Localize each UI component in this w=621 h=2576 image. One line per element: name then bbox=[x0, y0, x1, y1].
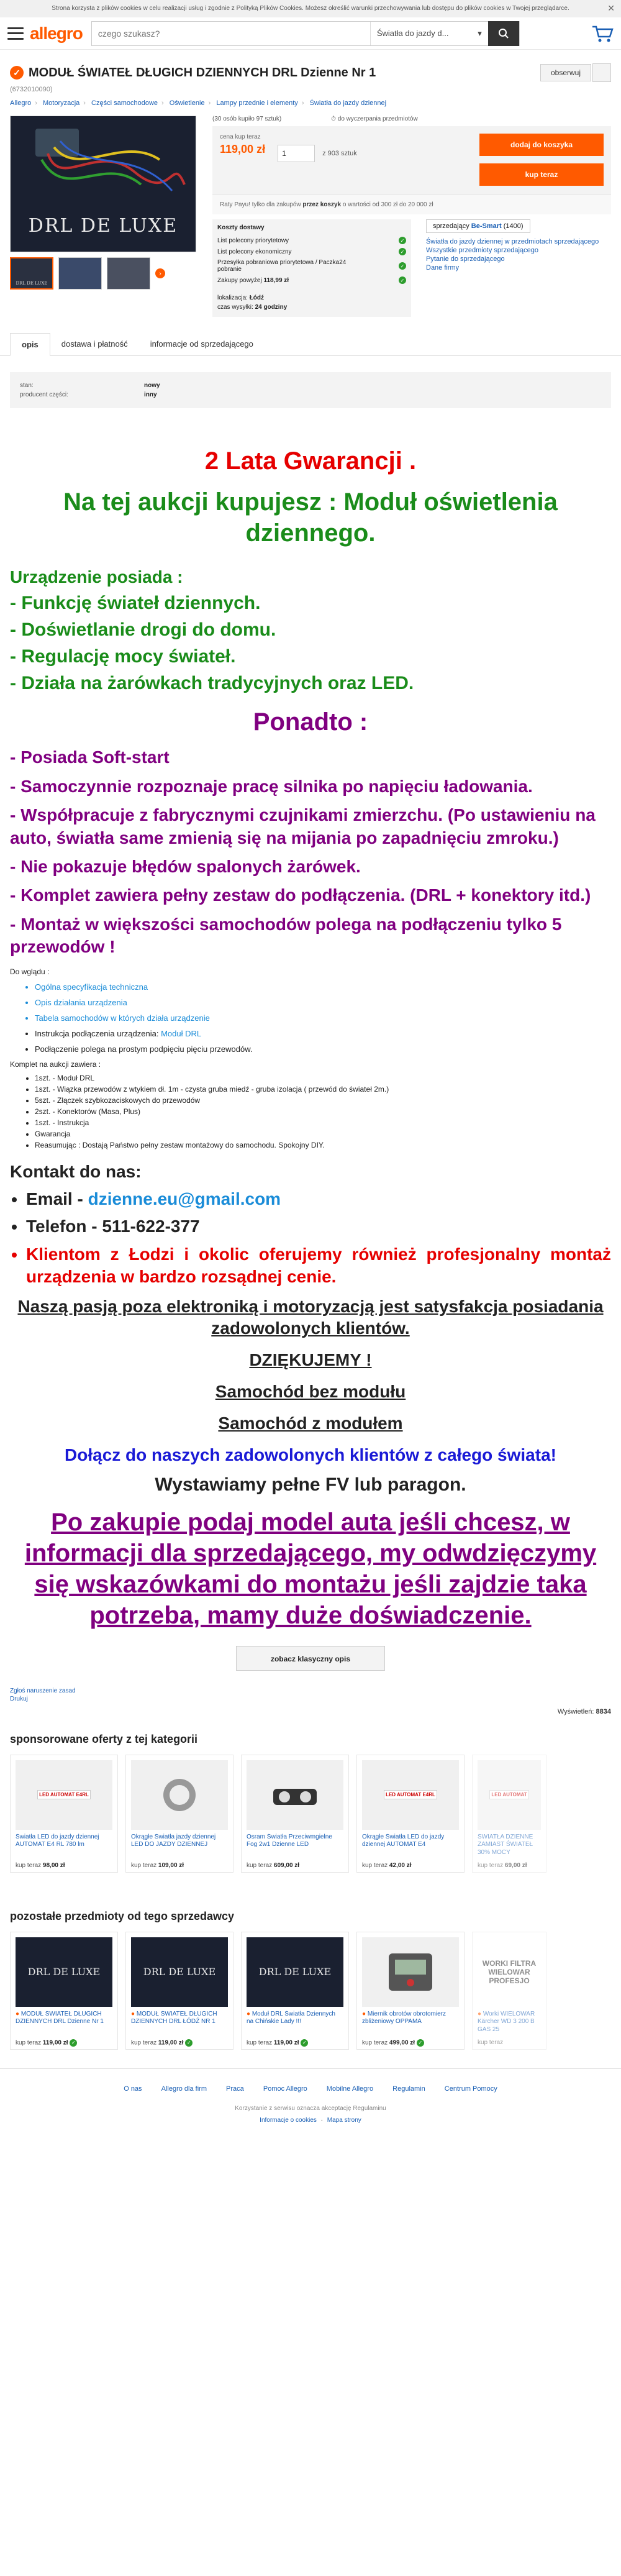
seller-link[interactable]: Dane firmy bbox=[426, 264, 460, 272]
offer-price-value: 109,00 zł bbox=[158, 1861, 184, 1869]
observe-dropdown-button[interactable] bbox=[592, 63, 611, 82]
check-icon: ✓ bbox=[399, 248, 406, 255]
thumbnail[interactable] bbox=[10, 257, 53, 290]
payu-note-prefix: Raty Payu! tylko dla zakupów bbox=[220, 201, 301, 208]
footer-link[interactable]: Regulamin bbox=[392, 2085, 425, 2093]
offer-card[interactable] bbox=[10, 1755, 118, 1873]
offer-image-tag: DRL DE LUXE bbox=[258, 1966, 332, 1978]
close-icon[interactable]: ✕ bbox=[607, 3, 615, 13]
param-key: producent części: bbox=[20, 391, 68, 398]
param-row bbox=[20, 390, 601, 400]
footer-link[interactable]: Informacje o cookies bbox=[260, 2116, 317, 2124]
contact-list bbox=[10, 1188, 611, 1289]
spec-link[interactable]: Ogólna specyfikacja techniczna bbox=[35, 982, 148, 992]
verified-icon: ● bbox=[362, 2010, 366, 2017]
footer-link[interactable]: Mobilne Allegro bbox=[326, 2085, 374, 2093]
payu-note bbox=[212, 194, 611, 214]
drl-module-link[interactable]: Moduł DRL bbox=[161, 1028, 202, 1038]
offer-name-text: MODUŁ ŚWIATEŁ DŁUGICH DZIENNYCH DRL ŁÓDŹ NR 1 bbox=[131, 2010, 217, 2026]
verified-icon: ✓ bbox=[10, 66, 24, 80]
cookie-text: Strona korzysta z plików cookies w celu realizacji usług i zgodnie z Polityką Plików Cookies. Możesz określić warunki przechowywania lub dostępu do plików cookies w Twojej przeglądarce. bbox=[52, 5, 569, 12]
offer-image bbox=[16, 1760, 112, 1830]
offer-price-value: 119,00 zł bbox=[158, 2039, 184, 2047]
search-input[interactable] bbox=[92, 22, 370, 45]
offer-image bbox=[131, 1760, 228, 1830]
shipping-option bbox=[217, 257, 406, 275]
without-module-text: Samochód bez modułu bbox=[215, 1382, 406, 1402]
offer-name[interactable]: Okrągłe Światła jazdy dziennej LED DO JAZDY DZIENNEJ bbox=[131, 1833, 216, 1848]
email-link[interactable]: dzienne.eu@gmail.com bbox=[88, 1189, 281, 1208]
quantity-available: z 903 sztuk bbox=[322, 150, 357, 157]
offer-card[interactable] bbox=[356, 1932, 465, 2050]
shipping-box bbox=[212, 219, 411, 317]
after-purchase-text: Po zakupie podaj model auta jeśli chcesz, w informacji dla sprzedającego, my odwdzięczymy się wskazówkami do montażu jeśli zajdzie taka potrzeba, mamy duże doświadczenie. bbox=[24, 1508, 597, 1629]
check-icon: ✓ bbox=[399, 237, 406, 244]
main-image[interactable] bbox=[10, 116, 196, 252]
shipping-head: Koszty dostawy bbox=[217, 224, 265, 231]
moreover-item: - Montaż w większości samochodów polega na podłączeniu tylko 5 przewodów ! bbox=[10, 914, 562, 957]
offer-price bbox=[16, 2039, 112, 2047]
check-icon: ✓ bbox=[301, 2039, 308, 2047]
verified-icon: ● bbox=[16, 2010, 20, 2017]
footer-link[interactable]: Centrum Pomocy bbox=[444, 2085, 497, 2093]
offer-image bbox=[478, 1937, 541, 2007]
offer-name[interactable]: Osram Światła Przeciwmgielne Fog 2w1 Dzienne LED bbox=[247, 1833, 332, 1848]
print-link[interactable]: Drukuj bbox=[10, 1695, 28, 1702]
price-panel bbox=[212, 126, 611, 194]
header bbox=[0, 17, 621, 50]
offer-price bbox=[247, 1862, 343, 1869]
offer-image bbox=[362, 1937, 459, 2007]
shipping-total-value: 118,99 zł bbox=[263, 276, 289, 284]
views-counter bbox=[0, 1703, 621, 1720]
auction-heading: Na tej aukcji kupujesz : Moduł oświetlenia dziennego. bbox=[63, 488, 558, 547]
offer-price-label: kup teraz bbox=[16, 2039, 42, 2047]
offer-card[interactable] bbox=[125, 1932, 233, 2050]
warranty-heading: 2 Lata Gwarancji . bbox=[204, 447, 417, 475]
sold-row bbox=[212, 116, 611, 126]
report-link[interactable]: Zgłoś naruszenie zasad bbox=[10, 1687, 76, 1694]
moreover-item: - Nie pokazuje błędów spalonych żarówek. bbox=[10, 856, 361, 876]
cookie-bar bbox=[0, 0, 621, 17]
location-info bbox=[217, 293, 406, 312]
breadcrumb: Allegro › Motoryzacja › Części samochodowe › Oświetlenie › Lampy przednie i elementy › Światła do jazdy dziennej bbox=[10, 99, 387, 107]
breadcrumb-item[interactable]: Allegro bbox=[10, 99, 32, 107]
offer-card[interactable] bbox=[241, 1755, 349, 1873]
offer-name[interactable]: Światła LED do jazdy dziennej AUTOMAT E4 RL 780 lm bbox=[16, 1833, 99, 1848]
shipping-option-label: List polecony priorytetowy bbox=[217, 237, 289, 244]
shipping-total-label: Zakupy powyżej bbox=[217, 276, 262, 284]
join-text: Dołącz do naszych zadowolonych klientów z całego świata! bbox=[65, 1445, 556, 1465]
offer-price bbox=[247, 2039, 343, 2047]
gallery bbox=[10, 116, 209, 317]
tab-bar bbox=[0, 317, 621, 356]
offer-price bbox=[362, 2039, 459, 2047]
thumbnail-caption: DRL DE LUXE bbox=[16, 281, 48, 286]
param-value: inny bbox=[144, 391, 157, 398]
payu-note-suffix: o wartości od 300 zł do 20 000 zł bbox=[342, 201, 433, 208]
thanks-text: DZIĘKUJEMY ! bbox=[249, 1350, 372, 1370]
device-heading: Urządzenie posiada : bbox=[10, 567, 183, 587]
instruction-text: Instrukcja podłączenia urządzenia: bbox=[35, 1028, 159, 1038]
offer-name-text: Moduł DRL Światła Dziennych na Chińskie Lady !!! bbox=[247, 2010, 335, 2026]
shipping-option-label: Przesyłka pobraniowa priorytetowa / Paczka24 pobranie bbox=[217, 259, 347, 273]
views-label: Wyświetleń: bbox=[557, 1707, 594, 1715]
check-icon: ✓ bbox=[70, 2039, 77, 2047]
view-links bbox=[10, 982, 611, 1054]
offer-price-label: kup teraz bbox=[247, 2039, 273, 2047]
offer-price-value: 42,00 zł bbox=[389, 1861, 412, 1869]
offer-image bbox=[131, 1937, 228, 2007]
offer-image-tag: LED AUTOMAT E4RL bbox=[37, 1790, 91, 1799]
offer-price-label: kup teraz bbox=[362, 2039, 388, 2047]
seller-label: sprzedający bbox=[433, 222, 469, 230]
device-item: - Doświetlanie drogi do domu. bbox=[10, 619, 276, 641]
param-row bbox=[20, 381, 601, 390]
other-items-title: pozostałe przedmioty od tego sprzedawcy bbox=[10, 1909, 235, 1922]
invoice-text: Wystawiamy pełne FV lub paragon. bbox=[155, 1474, 466, 1496]
check-icon: ✓ bbox=[185, 2039, 193, 2047]
menu-icon[interactable] bbox=[7, 27, 24, 40]
seller-badge[interactable] bbox=[426, 219, 530, 233]
next-arrow-icon[interactable]: › bbox=[155, 268, 165, 278]
moreover-item: - Komplet zawiera pełny zestaw do podłączenia. (DRL + konektory itd.) bbox=[10, 885, 591, 905]
offer-image bbox=[478, 1760, 541, 1830]
tab-delivery[interactable]: dostawa i płatność bbox=[61, 339, 128, 349]
thumbnails bbox=[10, 257, 209, 290]
seller-link[interactable]: Wszystkie przedmioty sprzedającego bbox=[426, 247, 538, 254]
main-image-caption: DRL DE LUXE bbox=[28, 215, 178, 237]
with-module-text: Samochód z modułem bbox=[218, 1414, 403, 1433]
check-icon: ✓ bbox=[399, 262, 406, 270]
footer-links bbox=[10, 2085, 611, 2093]
price: 119,00 zł bbox=[220, 143, 266, 155]
price-label: cena kup teraz bbox=[220, 134, 261, 140]
offer-name[interactable]: Okrągłe Światła LED do jazdy dziennej AUTOMAT E4 bbox=[362, 1833, 445, 1848]
check-icon: ✓ bbox=[417, 2039, 424, 2047]
email-label: Email - bbox=[26, 1189, 83, 1208]
offer-card[interactable] bbox=[10, 1932, 118, 2050]
offer-image-tag: LED AUTOMAT E4RL bbox=[384, 1790, 437, 1799]
sponsored-carousel bbox=[0, 1755, 621, 1873]
thumbnail[interactable] bbox=[107, 257, 150, 290]
set-item: • 1szt. - Moduł DRL bbox=[35, 1072, 611, 1084]
description bbox=[0, 445, 621, 1671]
contact-heading: Kontakt do nas: bbox=[10, 1161, 142, 1181]
search-icon bbox=[498, 28, 509, 39]
offer-name[interactable] bbox=[131, 2011, 228, 2035]
breadcrumb-item[interactable]: Lampy przednie i elementy bbox=[216, 99, 298, 107]
observe-button[interactable]: obserwuj bbox=[540, 64, 591, 81]
category-select-value: Światła do jazdy d... bbox=[376, 29, 449, 38]
logo[interactable]: allegro bbox=[30, 23, 83, 43]
breadcrumb-item[interactable]: Oświetlenie bbox=[169, 99, 205, 107]
offer-price bbox=[478, 1862, 541, 1869]
stock-warning bbox=[331, 116, 418, 122]
passion-text: Naszą pasją poza elektroniką i motoryzacją jest satysfakcja posiadania zadowolonych klientów. bbox=[17, 1297, 604, 1338]
offer-price-label: kup teraz bbox=[478, 1861, 504, 1869]
sold-count: (30 osób kupiło 97 sztuk) bbox=[212, 116, 282, 122]
offer-image-tag: DRL DE LUXE bbox=[143, 1966, 216, 1978]
payu-note-bold: przez koszyk bbox=[302, 201, 342, 208]
offer-price-label: kup teraz bbox=[131, 1861, 157, 1869]
search-button[interactable] bbox=[488, 21, 519, 46]
offer-name[interactable] bbox=[478, 2011, 541, 2035]
search-bar bbox=[91, 21, 520, 46]
params-box bbox=[10, 372, 611, 408]
offer-price-label: kup teraz bbox=[131, 2039, 157, 2047]
footer-link[interactable]: O nas bbox=[124, 2085, 142, 2093]
footer-link[interactable]: Praca bbox=[226, 2085, 244, 2093]
seller-link[interactable]: Światła do jazdy dziennej w przedmiotach sprzedającego bbox=[426, 238, 599, 245]
offer-price bbox=[131, 1862, 228, 1869]
sponsored-title: sponsorowane oferty z tej kategorii bbox=[10, 1732, 198, 1745]
location-value: Łódź bbox=[249, 295, 265, 301]
classic-description-button[interactable]: zobacz klasyczny opis bbox=[236, 1646, 385, 1671]
thumbnail[interactable] bbox=[58, 257, 102, 290]
offer-card[interactable] bbox=[472, 1932, 546, 2050]
verified-icon: ● bbox=[131, 2010, 135, 2017]
offer-name-text: Worki WIELOWAR Kärcher WD 3 200 B GAS 25 bbox=[478, 2010, 535, 2033]
footer-link[interactable]: Allegro dla firm bbox=[161, 2085, 207, 2093]
offer-card[interactable] bbox=[125, 1755, 233, 1873]
buy-box bbox=[212, 116, 611, 317]
set-heading: Komplet na aukcji zawiera : bbox=[10, 1059, 101, 1069]
param-value: nowy bbox=[144, 382, 160, 389]
offer-price-value: 119,00 zł bbox=[42, 2039, 68, 2047]
moreover-item: - Posiada Soft-start bbox=[10, 747, 170, 767]
connect-note: • Podłączenie polega na prostym podpięciu pięciu przewodów. bbox=[35, 1044, 611, 1054]
offer-price bbox=[131, 2039, 228, 2047]
operation-link[interactable]: Opis działania urządzenia bbox=[35, 997, 127, 1007]
device-item: - Działa na żarówkach tradycyjnych oraz LED. bbox=[10, 673, 414, 694]
offer-price-label: kup teraz bbox=[16, 1861, 42, 1869]
offer-image bbox=[16, 1937, 112, 2007]
chevron-down-icon: ▾ bbox=[478, 28, 482, 38]
footer bbox=[0, 2068, 621, 2140]
footer-link[interactable]: Mapa strony bbox=[327, 2116, 361, 2124]
param-key: stan: bbox=[20, 382, 34, 389]
device-item: - Regulację mocy świateł. bbox=[10, 646, 236, 667]
offer-price-label: kup teraz bbox=[478, 2039, 504, 2046]
views-value: 8834 bbox=[596, 1707, 611, 1715]
set-item: • 1szt. - Instrukcja bbox=[35, 1117, 611, 1128]
location-label: lokalizacja: bbox=[217, 295, 248, 301]
offer-price-value: 499,00 zł bbox=[389, 2039, 415, 2047]
send-time-label: czas wysyłki: bbox=[217, 304, 253, 311]
set-item: • Gwarancja bbox=[35, 1128, 611, 1140]
shipping-total bbox=[217, 275, 406, 286]
offer-name[interactable]: ŚWIATŁA DZIENNE ZAMIAST ŚWIATEŁ 30% MOCY bbox=[478, 1833, 533, 1856]
offer-image-tag: WORKI FILTRA WIELOWAR PROFESJO bbox=[482, 1958, 537, 1985]
offer-image bbox=[362, 1760, 459, 1830]
quantity-input[interactable]: 1 bbox=[278, 145, 315, 162]
other-items-carousel bbox=[0, 1932, 621, 2050]
view-label: Do wglądu : bbox=[10, 967, 50, 976]
offer-image-tag: DRL DE LUXE bbox=[27, 1966, 101, 1978]
breadcrumb-item[interactable]: Motoryzacja bbox=[42, 99, 80, 107]
offer-card[interactable] bbox=[241, 1932, 349, 2050]
moreover-item: - Współpracuje z fabrycznymi czujnikami zmierzchu. (Po ustawieniu na auto, światła same zmienią się na mijania po zapadnięciu zmroku.) bbox=[10, 805, 596, 847]
set-item: • Reasumując : Dostają Państwo pełny zestaw montażowy do samochodu. Spokojny DIY. bbox=[35, 1140, 611, 1151]
breadcrumb-item[interactable]: Światła do jazdy dziennej bbox=[309, 99, 387, 107]
set-item: • 2szt. - Konektorów (Masa, Plus) bbox=[35, 1106, 611, 1117]
seller-box bbox=[426, 219, 611, 317]
offer-price-label: kup teraz bbox=[247, 1861, 273, 1869]
buy-now-button[interactable]: kup teraz bbox=[479, 163, 604, 186]
shipping-option-label: List polecony ekonomiczny bbox=[217, 248, 292, 255]
shipping-option bbox=[217, 246, 406, 257]
offer-image-tag: LED AUTOMAT bbox=[489, 1790, 528, 1799]
offer-name-text: MODUŁ ŚWIATEŁ DŁUGICH DZIENNYCH DRL Dzienne Nr 1 bbox=[16, 2010, 104, 2026]
cart-icon[interactable] bbox=[591, 24, 614, 43]
offer-price-value: 69,00 zł bbox=[504, 1861, 527, 1869]
offer-image bbox=[247, 1760, 343, 1830]
seller-name: Be-Smart bbox=[471, 222, 502, 230]
offer-name[interactable] bbox=[362, 2011, 459, 2035]
offer-name[interactable] bbox=[247, 2011, 343, 2035]
shipping-option bbox=[217, 235, 406, 246]
title-row bbox=[0, 50, 621, 86]
product-top bbox=[0, 113, 621, 317]
item-id: (6732010090) bbox=[10, 86, 53, 93]
offer-card[interactable] bbox=[356, 1755, 465, 1873]
phone: • Telefon - 511-622-377 bbox=[26, 1215, 611, 1238]
lodz-offer: • Klientom z Łodzi i okolic oferujemy również profesjonalny montaż urządzenia w bardzo rozsądnej cenie. bbox=[26, 1243, 611, 1289]
verified-icon: ● bbox=[478, 2010, 482, 2017]
seller-link[interactable]: Pytanie do sprzedającego bbox=[426, 255, 505, 263]
device-item: - Funkcję świateł dziennych. bbox=[10, 593, 261, 614]
ship-row bbox=[212, 219, 611, 317]
set-item: • 1szt. - Wiązka przewodów z wtykiem dł. 1m - czysta gruba miedź - gruba izolacja ( przewód do świateł 2m.) bbox=[35, 1084, 611, 1095]
add-to-cart-button[interactable]: dodaj do koszyka bbox=[479, 134, 604, 156]
moreover-heading: Ponadto : bbox=[253, 708, 368, 736]
product-title: MODUŁ ŚWIATEŁ DŁUGICH DZIENNYCH DRL Dzienne Nr 1 bbox=[29, 65, 376, 80]
offer-price bbox=[16, 1862, 112, 1869]
offer-name-text: Miernik obrotów obrotomierz zbliżeniowy OPPAMA bbox=[362, 2010, 446, 2026]
clock-icon: ⏱ bbox=[331, 116, 336, 122]
offer-price bbox=[362, 1862, 459, 1869]
set-list bbox=[10, 1072, 611, 1151]
category-select[interactable] bbox=[370, 22, 488, 45]
set-item: • 5szt. - Złączek szybkozaciskowych do przewodów bbox=[35, 1095, 611, 1106]
tab-description[interactable]: opis bbox=[10, 333, 50, 356]
send-time-value: 24 godziny bbox=[255, 304, 288, 311]
tab-seller-info[interactable]: informacje od sprzedającego bbox=[150, 339, 253, 349]
cars-table-link[interactable]: Tabela samochodów w których działa urządzenie bbox=[35, 1013, 210, 1023]
moreover-item: - Samoczynnie rozpoznaje pracę silnika po napięciu ładowania. bbox=[10, 776, 533, 796]
offer-card[interactable] bbox=[472, 1755, 546, 1873]
report-links bbox=[0, 1671, 621, 1703]
breadcrumb-item[interactable]: Części samochodowe bbox=[91, 99, 158, 107]
offer-price-value: 119,00 zł bbox=[273, 2039, 299, 2047]
verified-icon: ● bbox=[247, 2010, 251, 2017]
offer-price-value: 609,00 zł bbox=[273, 1861, 300, 1869]
offer-image bbox=[247, 1937, 343, 2007]
footer-copy: Korzystanie z serwisu oznacza akceptację Regulaminu bbox=[235, 2104, 386, 2112]
seller-rating: (1400) bbox=[503, 222, 524, 230]
check-icon: ✓ bbox=[399, 276, 406, 284]
footer-link[interactable]: Pomoc Allegro bbox=[263, 2085, 307, 2093]
offer-price bbox=[478, 2039, 541, 2046]
offer-price-value: 98,00 zł bbox=[42, 1861, 65, 1869]
footer-bottom-links: Informacje o cookies · Mapa strony bbox=[260, 2116, 361, 2124]
stock-warning-text: do wyczerpania przedmiotów bbox=[337, 116, 418, 122]
offer-name[interactable] bbox=[16, 2011, 112, 2035]
offer-price-label: kup teraz bbox=[362, 1861, 388, 1869]
